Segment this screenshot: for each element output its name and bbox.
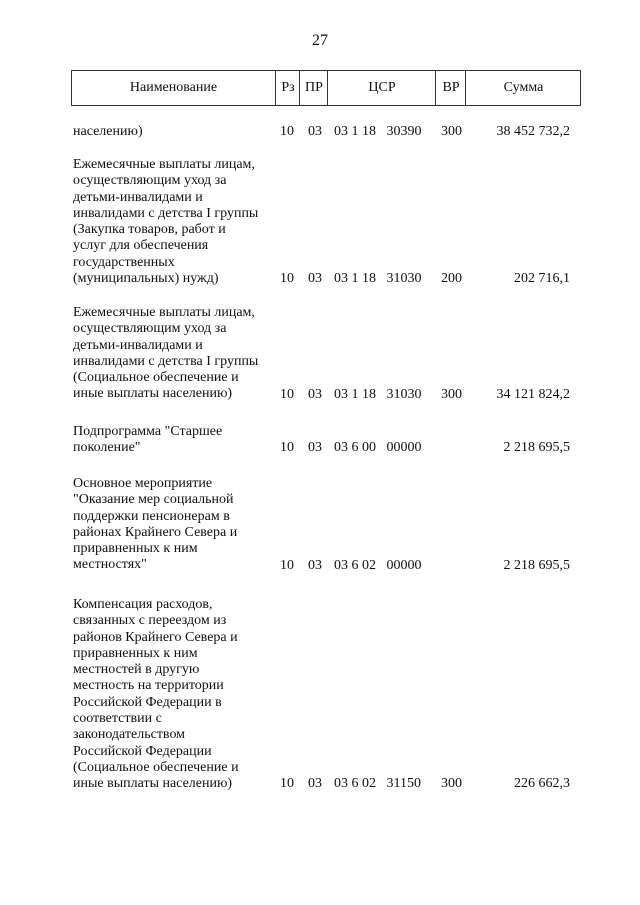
row-rz: 10 — [280, 557, 294, 573]
row-name-line: "Оказание мер социальной — [73, 492, 234, 508]
row-sum: 2 218 695,5 — [503, 557, 570, 573]
row-name-line: поддержки пенсионерам в — [73, 508, 230, 524]
row-name-line: осуществляющим уход за — [73, 173, 227, 189]
row-pr: 03 — [308, 557, 322, 573]
row-pr: 03 — [308, 271, 322, 287]
row-sum: 226 662,3 — [514, 776, 570, 792]
row-sum: 34 121 824,2 — [496, 386, 570, 402]
row-name-line: Ежемесячные выплаты лицам, — [73, 305, 255, 320]
row-name-line: районов Крайнего Севера и — [73, 629, 238, 645]
header-vr: ВР — [435, 71, 466, 105]
row-name-line: местностей в другую — [73, 662, 200, 678]
row-name-line: (Социальное обеспечение и — [73, 759, 239, 775]
row-vr: 300 — [441, 776, 462, 792]
row-name-line: детьми-инвалидами и — [73, 337, 203, 353]
row-name-line: инвалидами с детства I группы — [73, 205, 259, 221]
page-number: 27 — [312, 32, 328, 49]
row-name-line: местность на территории — [73, 678, 224, 694]
row-name-line: поколение" — [73, 440, 141, 456]
row-name-line: услуг для обеспечения — [73, 238, 209, 254]
row-name-line: Основное мероприятие — [73, 476, 213, 491]
row-sum: 2 218 695,5 — [503, 440, 570, 456]
row-name — [73, 597, 283, 793]
row-name — [73, 476, 283, 574]
row-pr: 03 — [308, 776, 322, 792]
row-name-line: связанных с переездом из — [73, 613, 227, 629]
row-rz: 10 — [280, 271, 294, 287]
row-csr: 03 1 18 31030 — [334, 386, 422, 402]
row-name-line: Ежемесячные выплаты лицам, — [73, 157, 255, 172]
header-csr: ЦСР — [327, 71, 436, 105]
row-vr: 300 — [441, 124, 462, 139]
row-vr: 300 — [441, 386, 462, 402]
row-rz: 10 — [280, 440, 294, 456]
row-rz: 10 — [280, 776, 294, 792]
row-name-line: иные выплаты населению) — [73, 386, 233, 402]
row-name-line: соответствии с — [73, 711, 162, 727]
row-name-line: населению) — [73, 124, 143, 139]
row-name-line: Подпрограмма "Старшее — [73, 424, 223, 439]
row-rz: 10 — [280, 124, 294, 139]
row-csr: 03 6 02 31150 — [334, 776, 421, 792]
row-name — [73, 157, 283, 287]
row-sum: 202 716,1 — [514, 271, 570, 287]
row-name-line: местностях" — [73, 557, 147, 573]
row-name-line: осуществляющим уход за — [73, 321, 227, 337]
row-name-line: (Социальное обеспечение и — [73, 370, 239, 386]
row-name — [73, 305, 283, 403]
row-csr: 03 1 18 31030 — [334, 271, 422, 287]
row-pr: 03 — [308, 440, 322, 456]
header-sum: Сумма — [465, 71, 581, 105]
row-vr: 200 — [441, 271, 462, 287]
row-name-line: государственных — [73, 254, 175, 270]
row-name-line: районах Крайнего Севера и — [73, 524, 238, 540]
row-name — [73, 124, 283, 140]
row-rz: 10 — [280, 386, 294, 402]
row-name-line: детьми-инвалидами и — [73, 189, 203, 205]
row-name-line: приравненных к ним — [73, 645, 198, 661]
header-pr: ПР — [299, 71, 328, 105]
row-name-line: (Закупка товаров, работ и — [73, 222, 226, 238]
row-csr: 03 6 00 00000 — [334, 440, 422, 456]
header-name: Наименование — [129, 80, 218, 95]
row-csr: 03 1 18 30390 — [334, 124, 422, 139]
row-pr: 03 — [308, 386, 322, 402]
row-name-line: Российской Федерации — [73, 743, 212, 759]
header-rz: Рз — [275, 71, 300, 105]
row-pr: 03 — [308, 124, 322, 139]
row-name-line: законодательством — [73, 727, 186, 743]
row-name-line: инвалидами с детства I группы — [73, 353, 259, 369]
row-csr: 03 6 02 00000 — [334, 557, 422, 573]
row-name — [73, 424, 283, 457]
row-name-line: Компенсация расходов, — [73, 597, 213, 612]
row-sum: 38 452 732,2 — [496, 124, 570, 139]
row-name-line: Российской Федерации в — [73, 694, 222, 710]
table-header — [71, 70, 581, 106]
row-name-line: иные выплаты населению) — [73, 776, 233, 792]
row-name-line: приравненных к ним — [73, 541, 198, 557]
row-name-line: (муниципальных) нужд) — [73, 271, 219, 287]
